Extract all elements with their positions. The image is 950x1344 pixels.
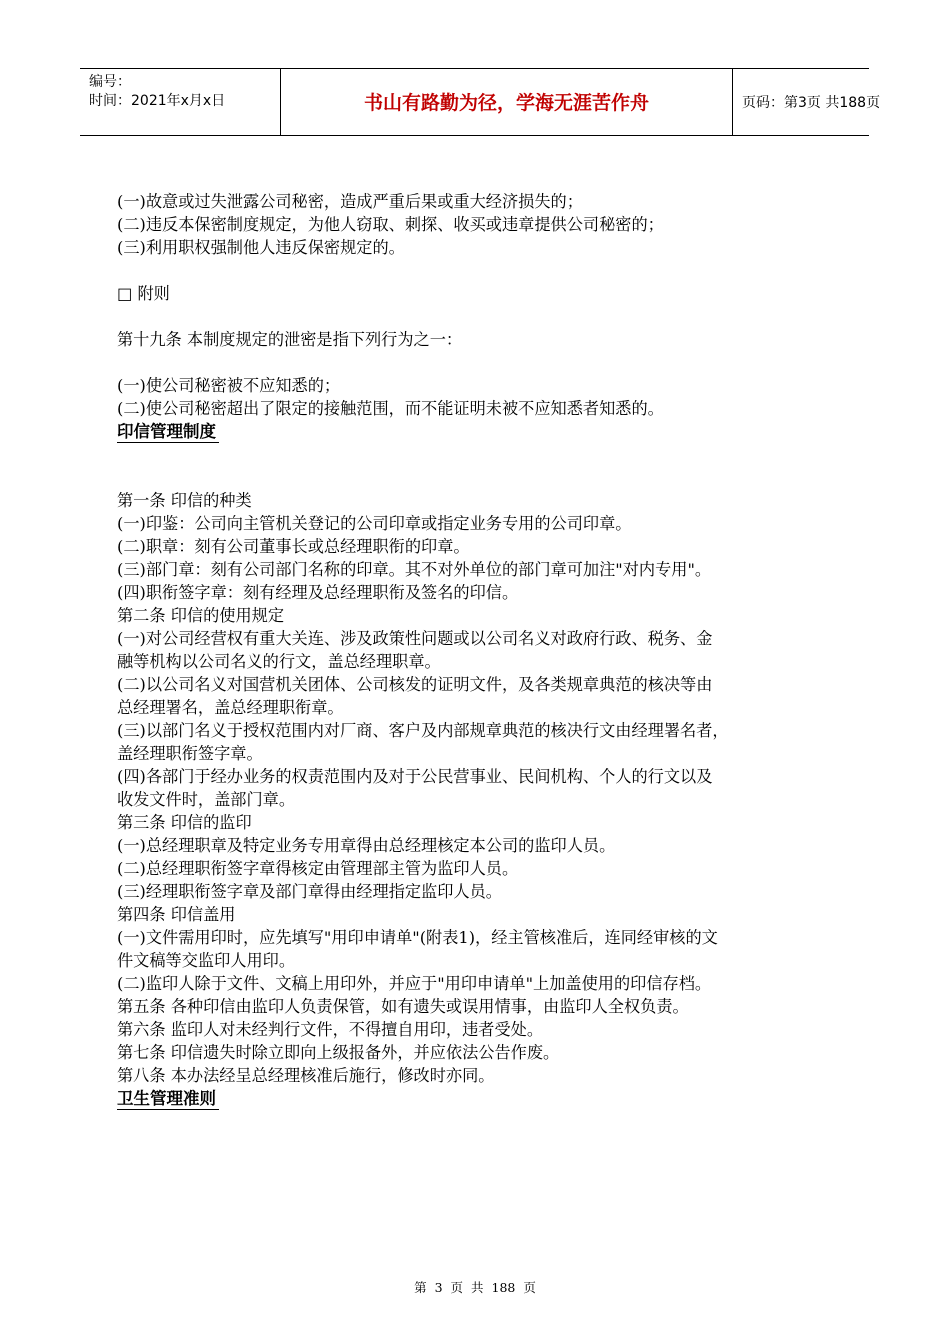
clause-line: 总经理署名，盖总经理职衔章。 bbox=[117, 698, 344, 717]
clause-line: 第五条 各种印信由监印人负责保管，如有遗失或误用情事，由监印人全权负责。 bbox=[117, 997, 689, 1016]
clause-line: 收发文件时，盖部门章。 bbox=[117, 790, 296, 809]
clause-line: 件文稿等交监印人用印。 bbox=[117, 951, 296, 970]
page-header bbox=[80, 68, 881, 136]
section-heading-hygiene bbox=[117, 1087, 837, 1110]
header-page-cell bbox=[733, 69, 881, 135]
clause-line: 融等机构以公司名义的行文，盖总经理职章。 bbox=[117, 652, 441, 671]
header-info-cell bbox=[80, 69, 281, 135]
clause-line: (一)使公司秘密被不应知悉的； bbox=[117, 376, 341, 395]
page-footer: 第 3 页 共 188 页 bbox=[414, 1280, 536, 1295]
clause-line: (一)文件需用印时，应先填写"用印申请单"(附表1)，经主管核准后，连同经审核的文 bbox=[117, 928, 718, 947]
clause-line: 第八条 本办法经呈总经理核准后施行，修改时亦同。 bbox=[117, 1066, 495, 1085]
clause-line: (一)总经理职章及特定业务专用章得由总经理核定本公司的监印人员。 bbox=[117, 836, 616, 855]
clause-line: 第一条 印信的种类 bbox=[117, 491, 252, 510]
clause-line: 第六条 监印人对未经判行文件，不得擅自用印，违者受处。 bbox=[117, 1020, 544, 1039]
clause-line: (一)印鉴：公司向主管机关登记的公司印章或指定业务专用的公司印章。 bbox=[117, 514, 632, 533]
header-slogan-cell bbox=[281, 69, 733, 135]
section-heading-text: 印信管理制度 bbox=[117, 421, 219, 443]
clause-line: (二)监印人除于文件、文稿上用印外，并应于"用印申请单"上加盖使用的印信存档。 bbox=[117, 974, 712, 993]
article-19: 第十九条 本制度规定的泄密是指下列行为之一： bbox=[117, 330, 463, 349]
header-page-info: 页码：第3页 共188页 bbox=[742, 95, 881, 111]
clause-line: 第四条 印信盖用 bbox=[117, 905, 236, 924]
clause-line: (一)故意或过失泄露公司秘密，造成严重后果或重大经济损失的； bbox=[117, 192, 583, 211]
section-heading-seal-management bbox=[117, 420, 837, 443]
clause-line: 盖经理职衔签字章。 bbox=[117, 744, 263, 763]
clause-line: (二)以公司名义对国营机关团体、公司核发的证明文件，及各类规章典范的核决等由 bbox=[117, 675, 713, 694]
clause-line: (三)经理职衔签字章及部门章得由经理指定监印人员。 bbox=[117, 882, 502, 901]
clause-line: (四)职衔签字章：刻有经理及总经理职衔及签名的印信。 bbox=[117, 583, 519, 602]
appendix-title: □ 附则 bbox=[117, 284, 170, 303]
clause-line: (三)以部门名义于授权范围内对厂商、客户及内部规章典范的核决行文由经理署名者， bbox=[117, 721, 729, 740]
document-body bbox=[117, 190, 837, 1110]
clause-line: 第七条 印信遗失时除立即向上级报备外，并应依法公告作废。 bbox=[117, 1043, 560, 1062]
clause-line: (一)对公司经营权有重大关连、涉及政策性问题或以公司名义对政府行政、税务、金 bbox=[117, 629, 713, 648]
clause-line: (二)使公司秘密超出了限定的接触范围，而不能证明未被不应知悉者知悉的。 bbox=[117, 399, 664, 418]
clause-line: (二)违反本保密制度规定，为他人窃取、刺探、收买或违章提供公司秘密的； bbox=[117, 215, 664, 234]
clause-line: 第二条 印信的使用规定 bbox=[117, 606, 285, 625]
clause-line: (三)部门章：刻有公司部门名称的印章。其不对外单位的部门章可加注"对内专用"。 bbox=[117, 560, 712, 579]
clause-line: (三)利用职权强制他人违反保密规定的。 bbox=[117, 238, 405, 257]
document-time-label: 时间：2021年x月x日 bbox=[89, 93, 226, 109]
header-slogan: 书山有路勤为径，学海无涯苦作舟 bbox=[363, 92, 649, 114]
document-number-label: 编号： bbox=[89, 74, 131, 90]
clause-line: (四)各部门于经办业务的权责范围内及对于公民营事业、民间机构、个人的行文以及 bbox=[117, 767, 713, 786]
section-heading-text: 卫生管理准则 bbox=[117, 1088, 219, 1110]
clause-line: 第三条 印信的监印 bbox=[117, 813, 252, 832]
clause-line: (二)职章：刻有公司董事长或总经理职衔的印章。 bbox=[117, 537, 470, 556]
clause-line: (二)总经理职衔签字章得核定由管理部主管为监印人员。 bbox=[117, 859, 519, 878]
